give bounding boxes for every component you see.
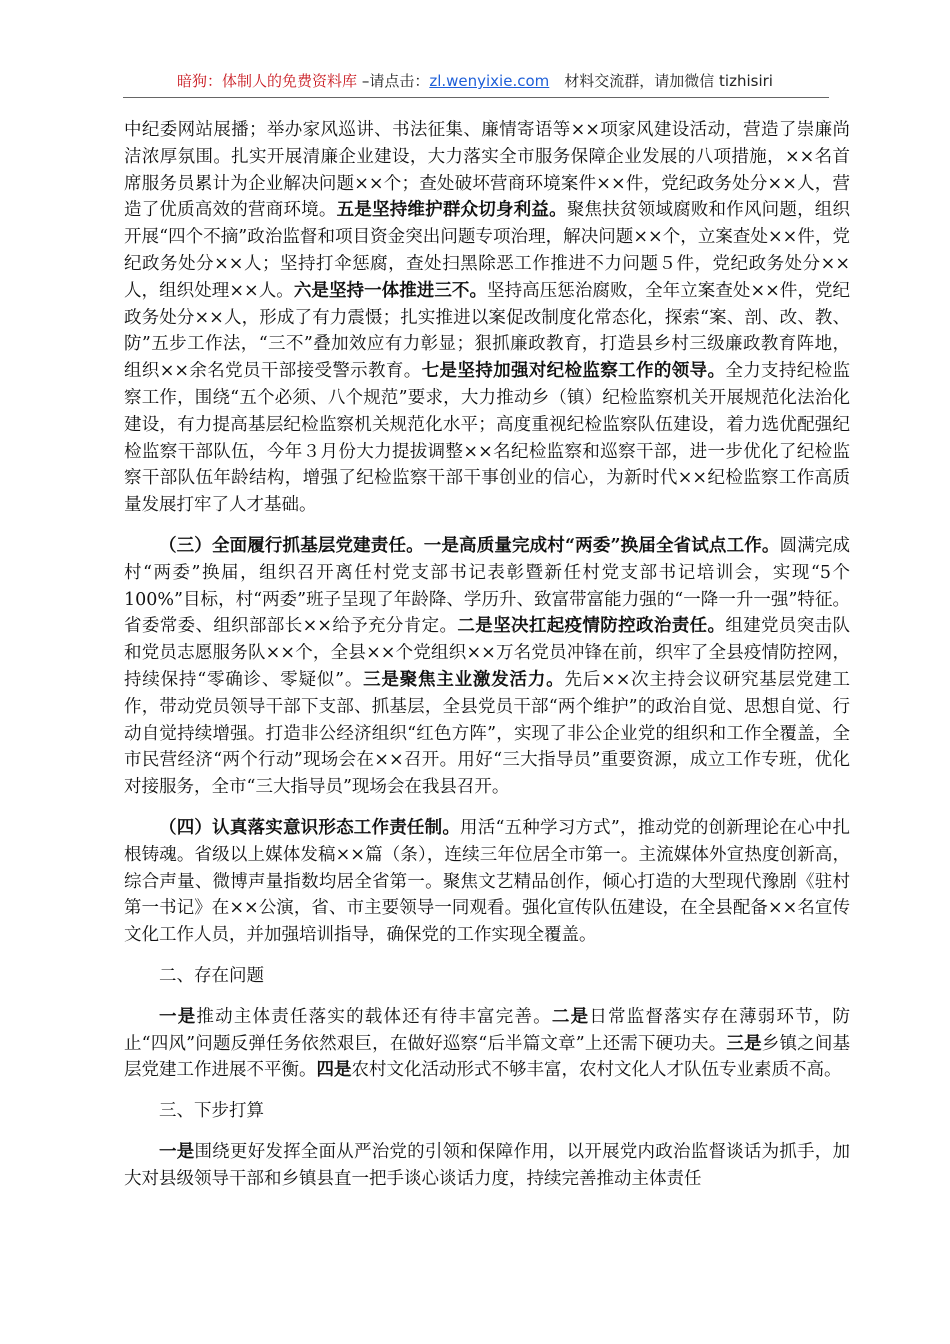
text: 乡镇之间基层党建工作进展不平衡。 (124, 1033, 850, 1081)
bold-lead: 二是 (551, 1006, 590, 1027)
paragraph-ideology (124, 815, 850, 949)
bold-lead: 六是坚持一体推进三不。 (293, 280, 488, 301)
text: 用活“五种学习方式”，推动党的创新理论在心中扎根铸魂。省级以上媒体发稿××篇（条），连续三年位居全市第一。主流媒体外宣热度创新高，综合声量、微博声量指数均居全省第一。聚焦文艺精品创作，倾心打造的大型现代豫剧《驻村第一书记》在××公演，省、市主要领导一同观看。强化宣传队伍建设，在全县配备××名宣传文化工作人员，并加强培训指导，确保党的工作实现全覆盖。 (124, 817, 850, 946)
bold-lead: 三是 (726, 1033, 762, 1054)
bold-lead: 四是 (316, 1060, 352, 1081)
text: 圆满完成村“两委”换届，组织召开离任村党支部书记表彰暨新任村党支部书记培训会，实现“5个100%”目标，村“两委”班子呈现了年龄降、学历升、致富带富能力强的“一降一升一强”特征。省委常委、组织部部长××给予充分肯定。 (124, 535, 850, 637)
document-body (124, 117, 850, 1192)
text: 先后××次主持会议研究基层党建工作，带动党员领导干部下支部、抓基层，全县党员干部“两个维护”的政治自觉、思想自觉、行动自觉持续增强。打造非公经济组织“红色方阵”，实现了非公企业党的组织和工作全覆盖，全市民营经济“两个行动”现场会在××召开。用好“三大指导员”重要资源，成立工作专班，优化对接服务，全市“三大指导员”现场会在我县召开。 (124, 669, 851, 798)
page-header (120, 70, 830, 98)
header-site-name: 暗狗：体制人的免费资料库 (177, 72, 358, 90)
text: 推动主体责任落实的载体还有待丰富完善。 (196, 1006, 552, 1027)
paragraph-next-steps (124, 1139, 850, 1193)
bold-lead: 五是坚持维护群众切身利益。 (336, 200, 567, 221)
header-wechat-text: 材料交流群，请加微信 tizhisiri (549, 72, 773, 90)
text: 中纪委网站展播；举办家风巡讲、书法征集、廉情寄语等××项家风建设活动，营造了崇廉尚洁浓厚氛围。扎实开展清廉企业建设，大力落实全市服务保障企业发展的八项措施，××名首席服务员累计为企业解决问题××个；查处破坏营商环境案件××件，党纪政务处分××人，营造了优质高效的营商环境。 (124, 120, 850, 221)
header-link[interactable]: zl.wenyixie.com (429, 72, 550, 90)
bold-lead: 一是 (159, 1141, 195, 1162)
text: 围绕更好发挥全面从严治党的引领和保障作用，以开展党内政治监督谈话为抓手，加大对县级领导干部和乡镇县直一把手谈心谈话力度，持续完善推动主体责任 (124, 1141, 851, 1189)
bold-lead: 七是坚持加强对纪检监察工作的领导。 (421, 361, 726, 382)
paragraph-party-building (124, 533, 850, 801)
bold-lead: （三）全面履行抓基层党建责任。一是高质量完成村“两委”换届全省试点工作。 (159, 535, 780, 556)
header-click-text: –请点击： (357, 72, 430, 90)
bold-lead: 三是聚焦主业激发活力。 (363, 669, 565, 690)
bold-lead: （四）认真落实意识形态工作责任制。 (159, 817, 461, 838)
text: 坚持高压惩治腐败，全年立案查处××件，党纪政务处分××人，形成了有力震慑；扎实推进以案促改制度化常态化，探索“案、剖、改、教、防”五步工作法，“三不”叠加效应有力彰显；狠抓廉政教育，打造县乡村三级廉政教育阵地，组织××余名党员干部接受警示教育。 (124, 280, 851, 382)
text: 全力支持纪检监察工作，围绕“五个必须、八个规范”要求，大力推动乡（镇）纪检监察机关开展规范化法治化建设，有力提高基层纪检监察机关规范化水平；高度重视纪检监察队伍建设，着力选优配强纪检监察干部队伍，今年３月份大力提拔调整××名纪检监察和巡察干部，进一步优化了纪检监察干部队伍年龄结构，增强了纪检监察干部干事创业的信心，为新时代××纪检监察工作高质量发展打牢了人才基础。 (124, 361, 851, 516)
paragraph-problems (124, 1004, 850, 1084)
text: 聚焦扶贫领域腐败和作风问题，组织开展“四个不摘”政治监督和项目资金突出问题专项治理，解决问题××个，立案查处××件，党纪政务处分××人；坚持打伞惩腐，查处扫黑除恶工作推进不力问题５件，党纪政务处分××人，组织处理××人。 (124, 200, 851, 301)
paragraph-discipline (124, 117, 850, 519)
heading-next-steps: 三、下步打算 (159, 1101, 264, 1122)
text: 日常监督落实存在薄弱环节，防止“四风”问题反弹任务依然艰巨，在做好巡察“后半篇文章”上还需下硬功夫。 (124, 1006, 851, 1054)
text: 组建党员突击队和党员志愿服务队××个，全县××个党组织××万名党员冲锋在前，织牢了全县疫情防控网，持续保持“零确诊、零疑似”。 (124, 616, 851, 690)
text: 农村文化活动形式不够丰富，农村文化人才队伍专业素质不高。 (351, 1060, 842, 1081)
bold-lead: 一是 (159, 1006, 197, 1027)
heading-problems: 二、存在问题 (159, 965, 264, 986)
bold-lead: 二是坚决扛起疫情防控政治责任。 (457, 616, 726, 637)
header-divider (123, 97, 829, 98)
